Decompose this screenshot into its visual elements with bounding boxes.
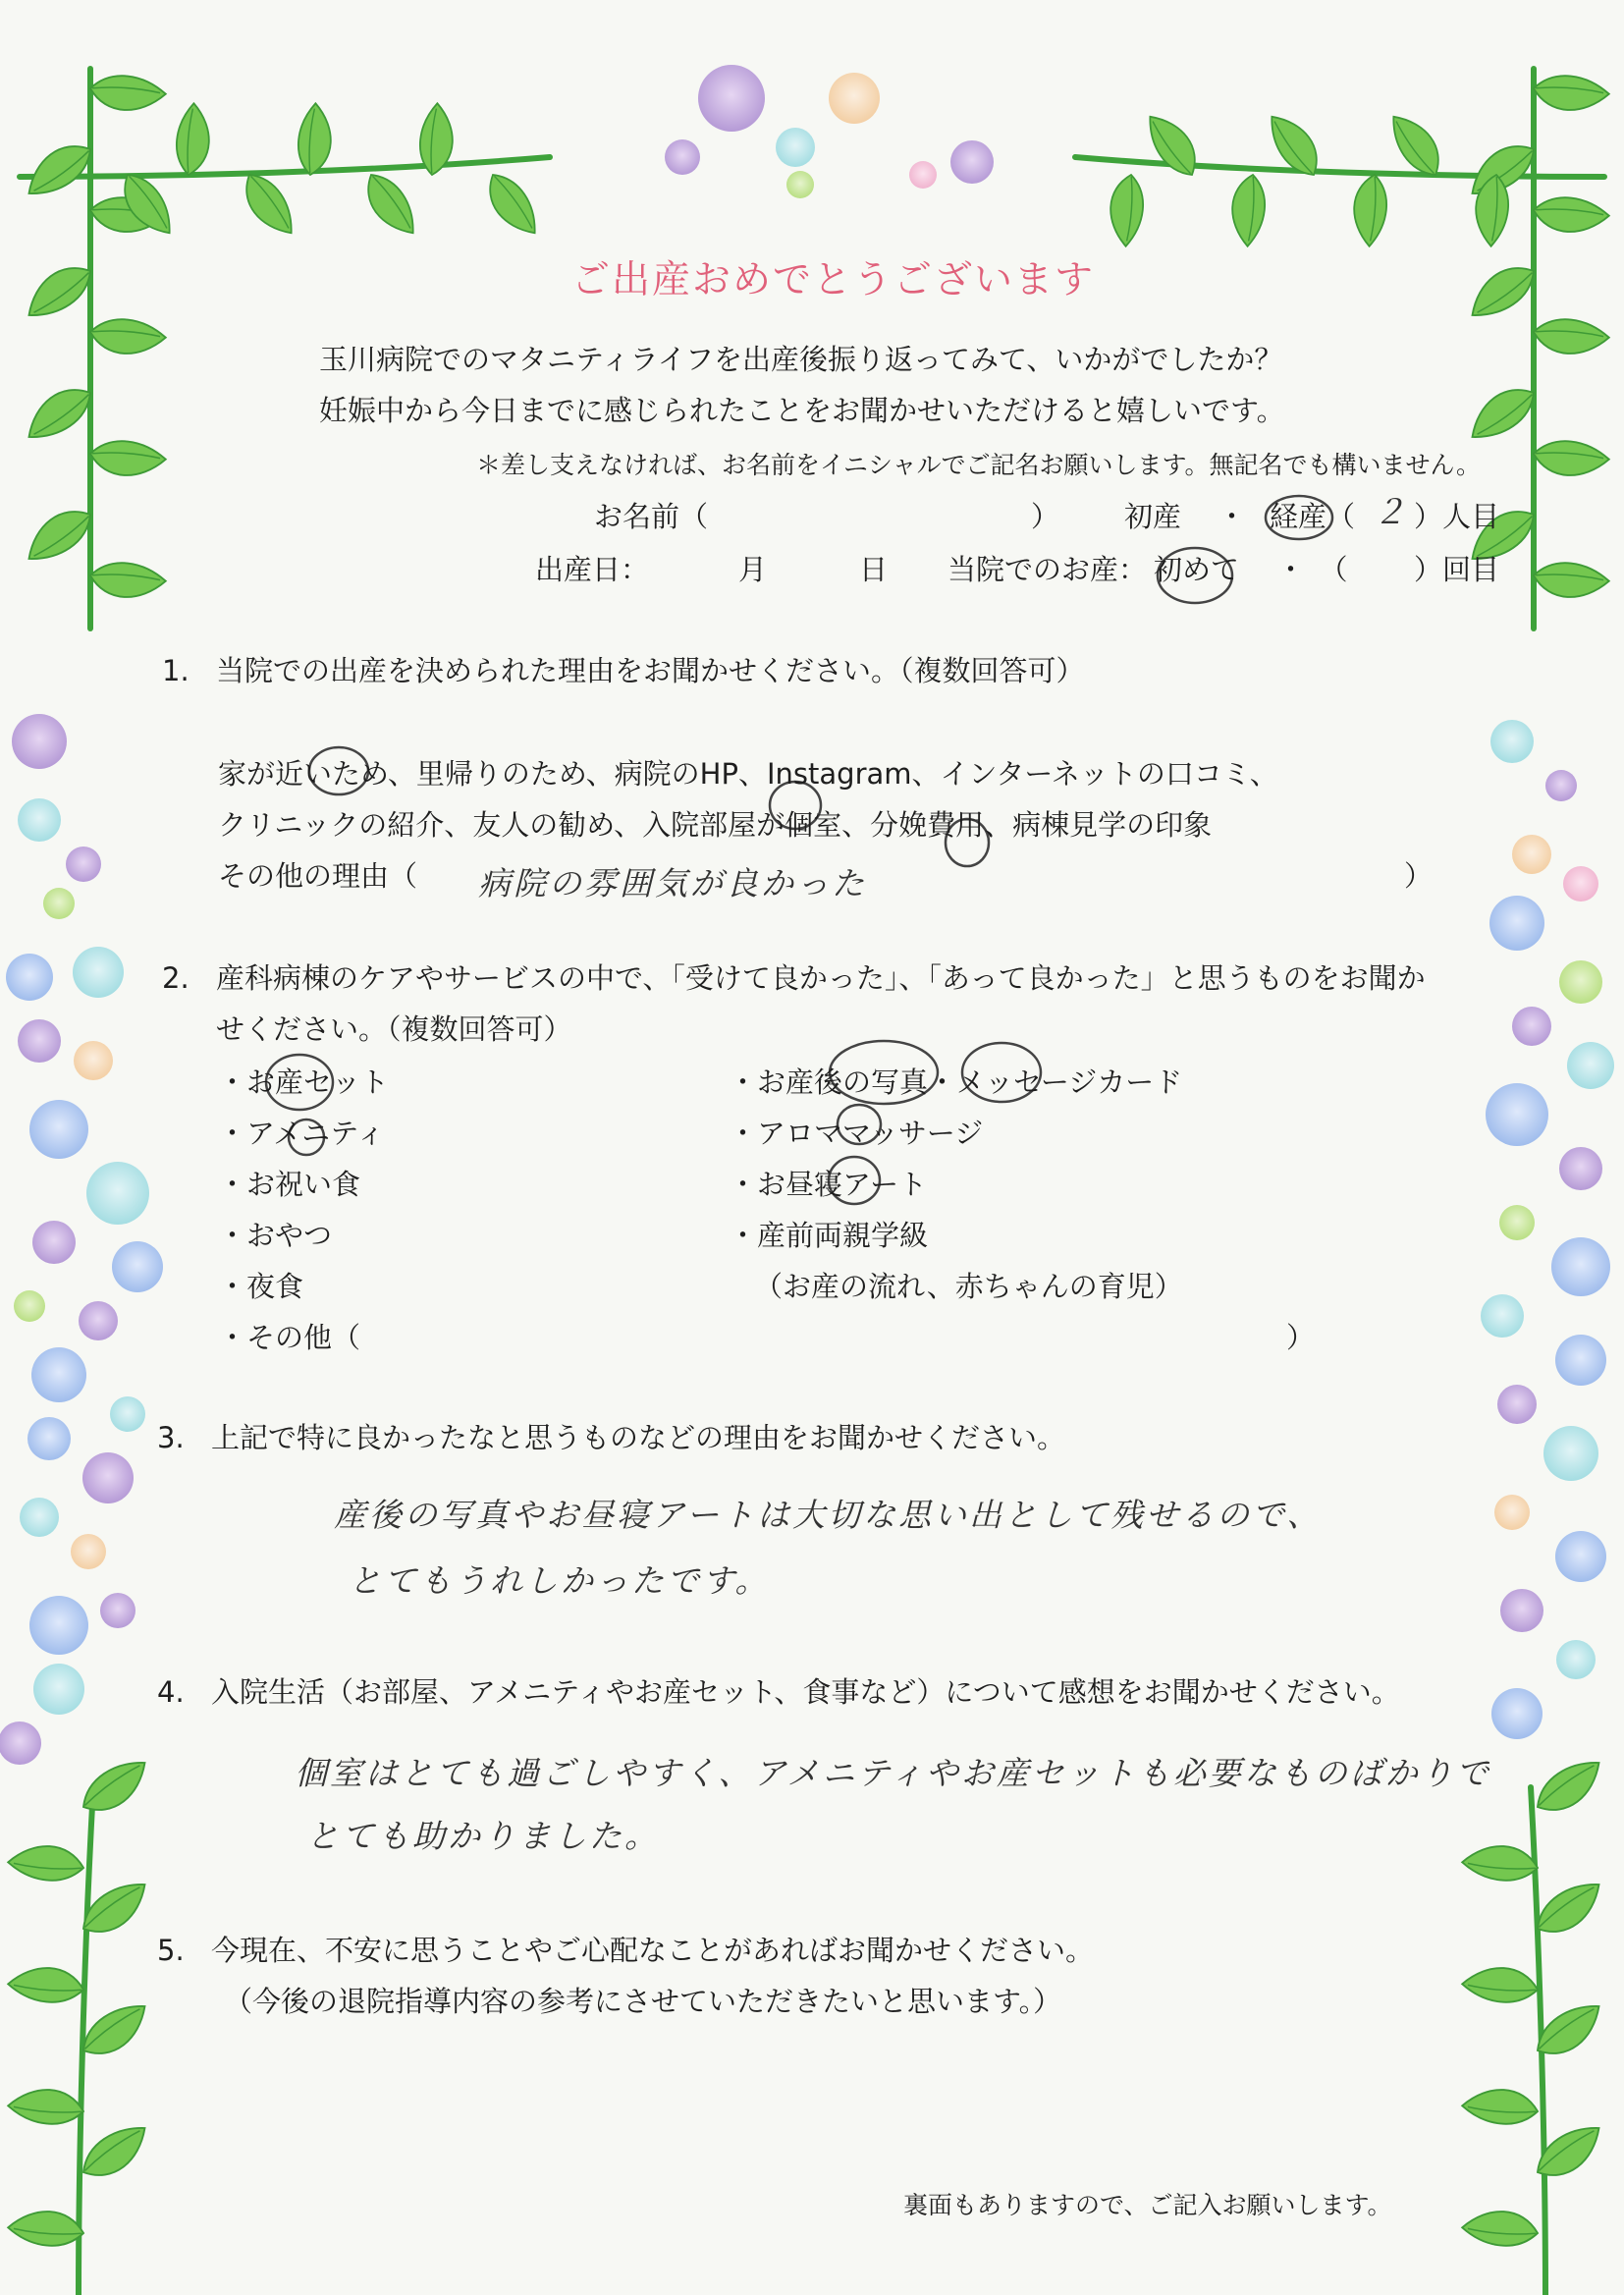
decor-dot [909,161,937,189]
decor-dot [1490,720,1534,763]
decor-dot [776,128,815,167]
decor-leaf [86,429,167,488]
decor-dot [29,1100,88,1159]
q2-option-aroma-massage[interactable]: ・アロママッサージ [729,1117,984,1150]
decor-leaf [287,101,343,178]
multi-birth-option[interactable]: 経産（ [1270,500,1356,533]
decor-leaf [1099,172,1155,248]
decor-dot [950,140,994,184]
q1-number: 1. [162,654,189,687]
decor-dot [31,1347,86,1402]
initials-note: ＊差し支えなければ、お名前をイニシャルでご記名お願いします。無記名でも構いません。 [476,451,1482,479]
decor-leaf [19,505,99,564]
decor-dot [1555,1335,1606,1386]
q2-option-celebration-meal[interactable]: ・お祝い食 [218,1168,361,1201]
decor-dot [100,1593,135,1628]
decor-dot [829,73,880,124]
q2-parent-class-detail: （お産の流れ、赤ちゃんの育児） [754,1270,1183,1303]
birth-month-label: 月 [738,553,768,586]
q2-option-set[interactable]: ・お産セット [218,1066,390,1099]
q4-question: 入院生活（お部屋、アメニティやお産セット、食事など）について感想をお聞かせください。 [211,1675,1400,1709]
q1-options-line-1: 家が近いため、里帰りのため、病院のHP、Instagram、インターネットの口コミ、 [218,757,1278,791]
decor-dot [1497,1385,1537,1424]
decor-dot [110,1396,145,1432]
q1-other-label: その他の理由（ [218,859,418,893]
decor-leaf [1529,1880,1609,1939]
decor-leaf [1220,172,1276,248]
q5-question: 今現在、不安に思うことやご心配なことがあればお聞かせください。 [211,1934,1095,1967]
decor-leaf [1530,429,1610,488]
decor-dot [665,139,700,175]
decor-leaf [1530,307,1610,366]
multi-birth-count: ２ [1373,493,1406,532]
first-time-option[interactable]: 初めて [1154,553,1240,586]
decor-dot [1500,1589,1543,1632]
intro-line-2: 妊娠中から今日までに感じられたことをお聞かせいただけると嬉しいです。 [319,394,1285,427]
decor-dot [32,1221,76,1264]
q2-option-amenity[interactable]: ・アメニティ [218,1117,385,1150]
decor-dot [1559,1147,1602,1190]
hospital-birth-label: 当院でのお産： [947,553,1148,586]
decor-dot [1494,1495,1530,1530]
decor-dot [20,1498,59,1537]
q5-subtext: （今後の退院指導内容の参考にさせていただきたいと思います。） [224,1985,1062,2018]
multi-birth-suffix: ）人目 [1414,500,1500,533]
decor-leaf [86,307,167,366]
decor-leaf [1460,1833,1541,1892]
q2-other-close: ） [1286,1321,1316,1354]
decor-dot [6,954,53,1001]
decor-dot [73,947,124,998]
decor-dot [1555,1531,1606,1582]
decor-leaf [86,551,167,610]
decor-dot [1489,896,1544,951]
decor-dot [1556,1640,1596,1679]
q3-question: 上記で特に良かったなと思うものなどの理由をお聞かせください。 [211,1421,1066,1454]
decor-dot [1551,1237,1610,1296]
decor-dot [1512,835,1551,874]
decor-dot [66,847,101,882]
birth-day-label: 日 [859,553,889,586]
decor-leaf [75,2123,155,2182]
decor-dot [1481,1294,1524,1338]
decor-dot [1499,1205,1535,1240]
q1-question: 当院での出産を決められた理由をお聞かせください。（複数回答可） [216,654,1085,687]
decor-dot [1512,1007,1551,1046]
birth-date-label: 出産日： [535,553,650,586]
q3-number: 3. [157,1421,185,1454]
q2-option-night-meal[interactable]: ・夜食 [218,1270,304,1303]
q2-option-nap-art[interactable]: ・お昼寝アート [729,1168,928,1201]
decor-leaf [1460,2199,1541,2258]
q4-answer-line-1: 個室はとても過ごしやすく、アメニティやお産セットも必要なものばかりで [295,1754,1491,1792]
decor-dot [71,1534,106,1569]
decor-leaf [1460,1955,1541,2014]
decor-dot [1559,960,1602,1004]
decor-vine [20,157,550,177]
decor-leaf [484,166,540,243]
decor-leaf [6,2199,86,2258]
decor-dot [14,1290,45,1322]
decor-dot [18,798,61,842]
option-separator: ・ [1218,500,1247,533]
decor-leaf [1462,261,1543,320]
decor-leaf [1462,383,1543,442]
decor-leaf [165,101,221,178]
decor-leaf [6,1955,86,2014]
decor-leaf [86,64,167,123]
q2-option-snack[interactable]: ・おやつ [218,1219,333,1252]
decor-dot [27,1417,71,1460]
q2-option-parent-class[interactable]: ・産前両親学級 [729,1219,929,1252]
decor-dot [82,1452,134,1503]
decor-leaf [75,2001,155,2060]
decor-dot [74,1041,113,1080]
decor-dot [33,1664,84,1715]
decor-dot [1563,866,1598,902]
decor-dot [1486,1083,1548,1146]
decor-leaf [19,261,99,320]
q2-question-line-1: 産科病棟のケアやサービスの中で、「受けて良かった」、「あって良かった」と思うものをお聞か [216,961,1426,995]
decor-dot [1491,1688,1543,1739]
times-suffix: ）回目 [1414,553,1500,586]
decor-dot [112,1241,163,1292]
q4-answer-line-2: とても助かりました。 [306,1817,660,1855]
q2-number: 2. [162,961,189,995]
decor-dot [29,1596,88,1655]
decor-leaf [1460,2077,1541,2136]
decor-dot [0,1721,41,1765]
decor-dot [79,1301,118,1340]
decor-dot [1545,770,1577,801]
decor-leaf [1342,172,1398,248]
name-label: お名前（ [594,500,709,533]
q1-other-close: ） [1404,859,1434,893]
q3-answer-line-2: とてもうれしかったです。 [349,1561,771,1600]
name-close-paren: ） [1031,500,1060,533]
q1-other-answer: 病院の雰囲気が良かった [478,864,867,902]
decor-leaf [1529,1758,1609,1817]
decor-dot [43,888,75,919]
times-open: ・ （ [1276,553,1348,586]
decor-leaf [19,383,99,442]
decor-leaf [19,139,99,198]
decor-leaf [1530,64,1610,123]
page-title: ご出産おめでとうございます [571,258,1096,302]
first-birth-option[interactable]: 初産 [1124,500,1182,533]
q3-answer-line-1: 産後の写真やお昼寝アートは大切な思い出として残せるので、 [334,1496,1323,1534]
q2-option-other[interactable]: ・その他（ [218,1321,361,1354]
decor-dot [12,714,67,769]
decor-dot [86,1162,149,1225]
q2-option-photo-card[interactable]: ・お産後の写真・メッセージカード [729,1066,1183,1099]
decor-dot [1567,1042,1614,1089]
decor-leaf [362,166,418,243]
decor-leaf [75,1758,155,1817]
q2-question-line-2: せください。（複数回答可） [216,1012,572,1046]
intro-line-1: 玉川病院でのマタニティライフを出産後振り返ってみて、いかがでしたか？ [319,343,1283,376]
decor-leaf [1530,186,1610,245]
decor-leaf [241,166,297,243]
decor-dot [18,1019,61,1063]
decor-leaf [6,2077,86,2136]
back-side-note: 裏面もありますので、ご記入お願いします。 [903,2191,1392,2219]
decor-leaf [1145,107,1201,184]
q4-number: 4. [157,1675,185,1709]
decor-leaf [1530,551,1610,610]
q1-options-line-2: クリニックの紹介、友人の勧め、入院部屋が個室、分娩費用、病棟見学の印象 [218,808,1213,842]
decor-dot [698,65,765,132]
decor-dot [1543,1426,1598,1481]
decor-dot [786,171,814,198]
decor-leaf [6,1833,86,1892]
q5-number: 5. [157,1934,185,1967]
